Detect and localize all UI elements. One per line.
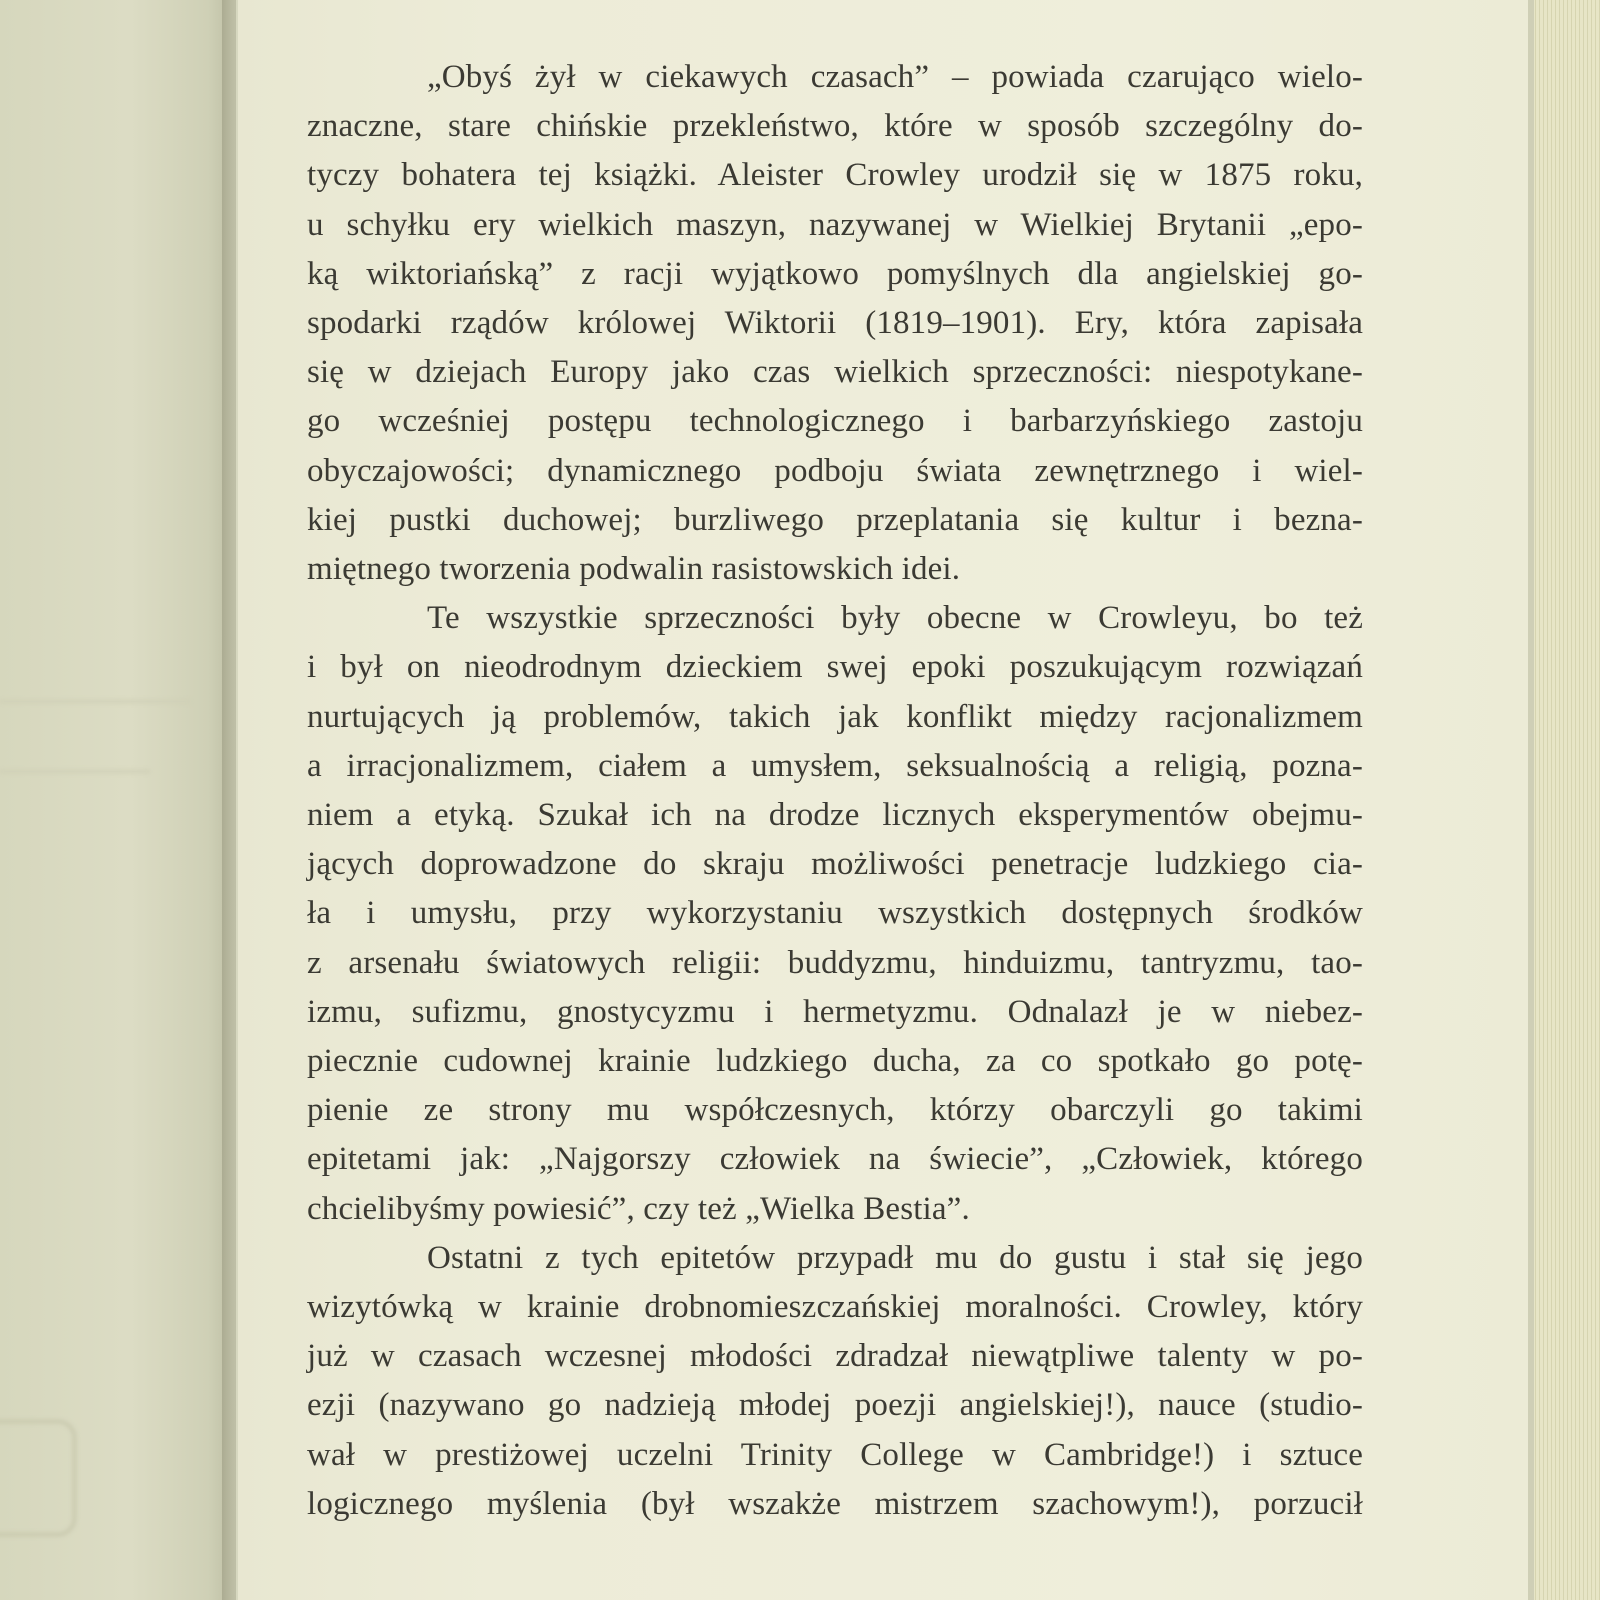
text-line: i był on nieodrodnym dzieckiem swej epoki poszukującym rozwiązań bbox=[307, 649, 1363, 686]
text-line: kiej pustki duchowej; burzliwego przeplatania się kultur i bezna- bbox=[307, 501, 1363, 538]
paragraph-1 bbox=[307, 53, 1363, 594]
text-line: spodarki rządów królowej Wiktorii (1819–1901). Ery, która zapisała bbox=[307, 305, 1363, 342]
text-line: się w dziejach Europy jako czas wielkich sprzeczności: niespotykane- bbox=[307, 354, 1363, 391]
left-facing-page bbox=[0, 0, 236, 1600]
text-line: wizytówką w krainie drobnomieszczańskiej moralności. Crowley, który bbox=[307, 1289, 1363, 1326]
text-line: ła i umysłu, przy wykorzystaniu wszystkich dostępnych środków bbox=[307, 895, 1363, 932]
paragraph-3 bbox=[307, 1234, 1363, 1529]
text-line: Ostatni z tych epitetów przypadł mu do gustu i stał się jego bbox=[427, 1239, 1363, 1276]
text-line: tyczy bohatera tej książki. Aleister Crowley urodził się w 1875 roku, bbox=[307, 157, 1363, 194]
text-line: piecznie cudownej krainie ludzkiego ducha, za co spotkało go potę- bbox=[307, 1043, 1363, 1080]
text-line: chcielibyśmy powiesić”, czy też „Wielka Bestia”. bbox=[307, 1190, 970, 1227]
blurred-rule bbox=[0, 770, 150, 773]
text-line: a irracjonalizmem, ciałem a umysłem, seksualnością a religią, pozna- bbox=[307, 747, 1363, 784]
text-line: wał w prestiżowej uczelni Trinity College w Cambridge!) i sztuce bbox=[307, 1436, 1363, 1473]
text-line: znaczne, stare chińskie przekleństwo, które w sposób szczególny do- bbox=[307, 108, 1363, 145]
text-line: obyczajowości; dynamicznego podboju świata zewnętrznego i wiel- bbox=[307, 452, 1363, 489]
text-line: go wcześniej postępu technologicznego i barbarzyńskiego zastoju bbox=[307, 403, 1363, 440]
text-line: z arsenału światowych religii: buddyzmu, hinduizmu, tantryzmu, tao- bbox=[307, 944, 1363, 981]
page-edges bbox=[1528, 0, 1600, 1600]
text-line: logicznego myślenia (był wszakże mistrzem szachowym!), porzucił bbox=[307, 1485, 1363, 1522]
text-line: Te wszystkie sprzeczności były obecne w Crowleyu, bo też bbox=[427, 600, 1363, 637]
blurred-ornament bbox=[0, 1420, 76, 1536]
text-line: izmu, sufizmu, gnostycyzmu i hermetyzmu. Odnalazł je w niebez- bbox=[307, 993, 1363, 1030]
text-line: u schyłku ery wielkich maszyn, nazywanej w Wielkiej Brytanii „epo- bbox=[307, 206, 1363, 243]
text-line: pienie ze strony mu współczesnych, którzy obarczyli go takimi bbox=[307, 1092, 1363, 1129]
page-text-block bbox=[307, 53, 1363, 1529]
text-line: już w czasach wczesnej młodości zdradzał niewątpliwe talenty w po- bbox=[307, 1338, 1363, 1375]
blurred-rule bbox=[0, 700, 190, 703]
text-line: nurtujących ją problemów, takich jak konflikt między racjonalizmem bbox=[307, 698, 1363, 735]
text-line: niem a etyką. Szukał ich na drodze licznych eksperymentów obejmu- bbox=[307, 797, 1363, 834]
text-line: ezji (nazywano go nadzieją młodej poezji angielskiej!), nauce (studio- bbox=[307, 1387, 1363, 1424]
text-line: „Obyś żył w ciekawych czasach” – powiada czarująco wielo- bbox=[427, 59, 1363, 95]
text-line: epitetami jak: „Najgorszy człowiek na świecie”, „Człowiek, którego bbox=[307, 1141, 1363, 1178]
paragraph-2 bbox=[307, 594, 1363, 1234]
text-line: ką wiktoriańską” z racji wyjątkowo pomyślnych dla angielskiej go- bbox=[307, 255, 1363, 292]
text-line: jących doprowadzone do skraju możliwości penetracje ludzkiego cia- bbox=[307, 846, 1363, 883]
text-line: miętnego tworzenia podwalin rasistowskich idei. bbox=[307, 551, 961, 588]
